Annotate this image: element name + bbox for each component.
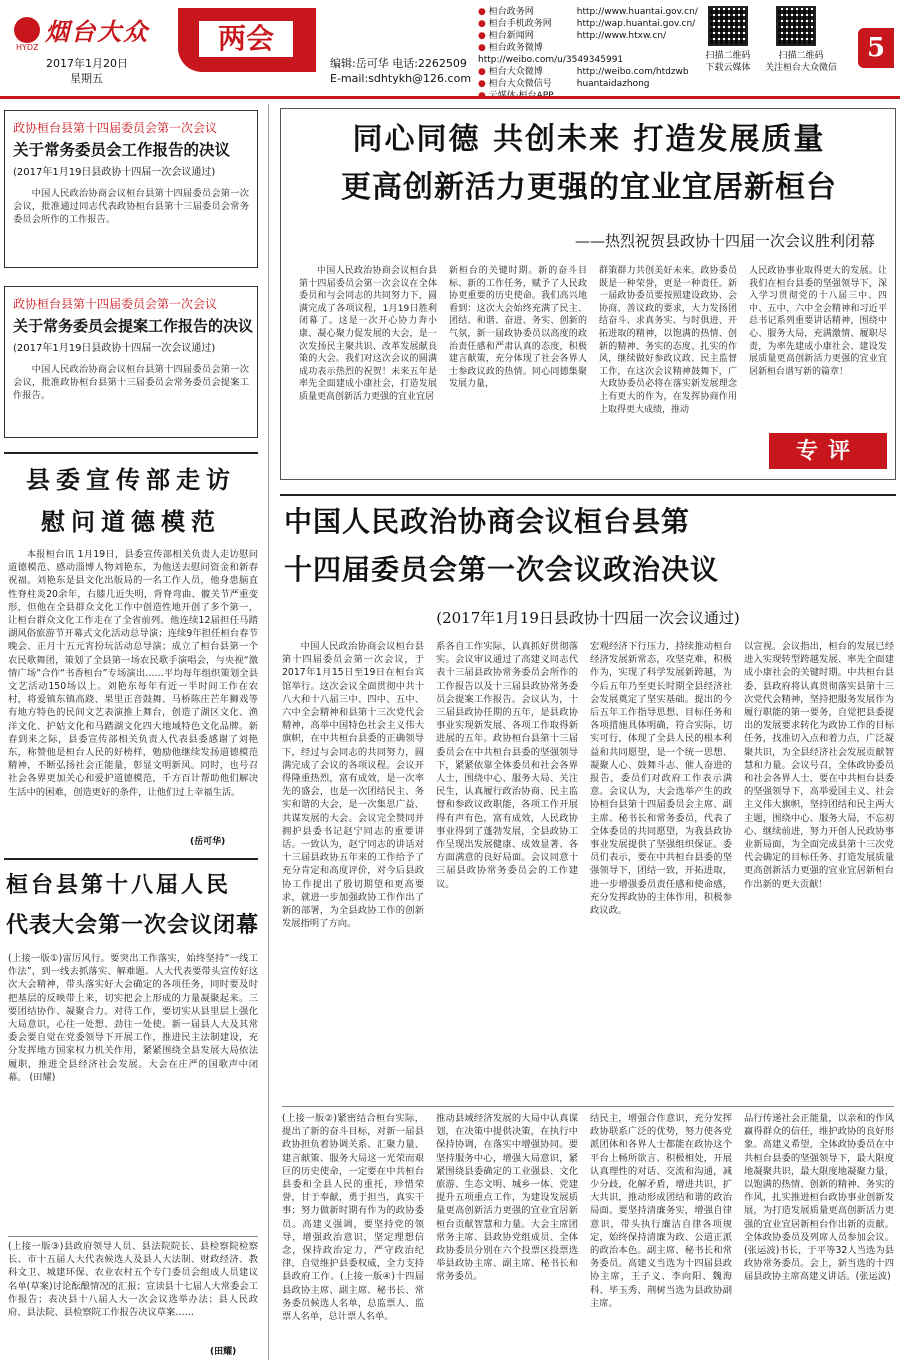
congress-body: (上接一版③)县政府领导人员、县法院院长、县检察院检察长、市十五届人大代表候选人及县人大法制、财政经济、教科文卫、城建环保、农业农村五个专门委员会组成人员建议名单(草案)讨论酝酿情况的汇报；宣读县十七届人大常委会工作报告；表决县十八届人大一次会议选举办法；县人民政府、县法院、县检察院工作报告决议草案…… [8,1241,258,1319]
brief-body: 中国人民政治协商会议桓台县第十四届委员会第一次会议，批准政协桓台县第十三届委员会常务委员会提案工作报告。 [13,364,249,402]
continuation-col: (上接一版②)紧密结合桓台实际，提出了新的奋斗目标，对新一届县政协担负着协调关系、汇聚力量、建言献策、服务大局这一光荣而艰巨的历史使命，一定要在中共桓台县委和全县人民的重托，珍惜荣誉，甘于奉献，勇于担当，真实干事；努力做新时期有作为的政协委员。高建义强调，要坚持党的领导，增强政治意识，坚定理想信念，保持政治定力，严守政治纪律，自觉维护县委权威，全力支持县政府工作。(上接一版④)十四届县政协主席、副主席、秘书长、常务委员候选人名单，总监票人、监票人名单，总计票人名单。 [282,1113,424,1323]
qr-caption-wechat: 扫描二维码 关注桓台大众微信 [764,51,837,73]
congress-title: 代表大会第一次会议闭幕 [6,912,260,938]
resolution-col: 中国人民政治协商会议桓台县第十四届委员会第一次会议，于2017年1月15日至19日在桓台宾馆举行。这次会议全面贯彻中共十八大和十八届三中、四中、五中、六中全会精神和县第十三次党代会精神，高举中国特色社会主义伟大旗帜，在中共桓台县委的正确领导下，经过与会同志的共同努力，圆满完成了会议的各项议程。会议开得隆重热烈，富有成效，是一次率先的盛会，也是一次团结民主、务实和谐的大会，是一次集思广益、共谋发展的大会。会议完全赞同并拥护县委书记赵宁同志的重要讲话。一致认为，赵宁同志的讲话对十三届县政协五年来的工作给予了充分肯定和高度评价，对今后县政协工作提出了殷切期望和更高要求，就进一步加强政协工作作出了新的部署，为全县政协工作的创新发展指明了方向。 [282,641,424,930]
resolution-col: 宏观经济下行压力，持续推动桓台经济发展新常态，攻坚克难，积极作为，实现了科学发展新跨越，为今后五年乃至更长时期全县经济社会发展奠定了坚实基础。提出的今后五年工作指导思想、目标任务和各项措施具体明确，符合实际，切实可行，体现了全县人民的根本利益和共同愿望，是一个统一思想、凝聚人心、鼓舞斗志、催人奋进的报告，委员们对政府工作表示满意。会议认为，大会选举产生的政协桓台县第十四届委员会主席、副主席、秘书长和常务委员，代表了全体委员的共同愿望，为我县政协事业发展提供了坚强组织保证。委员们表示，要在中共桓台县委的坚强领导下，团结一致，开拓进取，进一步增强委员责任感和使命感，充分发挥政协的主体作用，积极参政议政。 [590,641,732,917]
paper-name: 烟台大众 [45,17,150,46]
brief-proposal-committee [4,286,258,438]
continuation-col: 品行传递社会正能量，以亲和的作风赢得群众的信任，维护政协的良好形象。高建义希望，全体政协委员在中共桓台县委的坚强领导下，最大限度地凝聚共识，最大限度地凝聚力量，以饱满的热情、创新的精神、务实的作风，扎实推进桓台政协事业创新发展，为打造发展质量更高创新活力更强的宜业宜居新桓台作出新的贡献。全体政协委员及列席人员参加会议。(张运波)书长，于平等32人当选为县政协常务委员。会上，新当选的十四届县政协主席高建义讲话。(张运波) [744,1113,894,1283]
brief-title: 关于常务委员会提案工作报告的决议 [13,317,254,335]
divider [4,452,258,454]
link-item[interactable]: ● 桓台大众微信号 huantaidazhong [478,79,650,89]
editorial-col: 中国人民政治协商会议桓台县第十四届委员会第一次会议在全体委员和与会同志的共同努力下，圆满完成了各项议程，1月19日胜利闭幕了。这是一次开心协力奔小康、凝心聚力促发展的大会，是一次发扬民主聚共识、改革发展献良策的大会。我们对这次会议的圆满成功表示热烈的祝贺！未来五年是率先全面建成小康社会，打造发展质量更高创新活力更强的宜业宜居 [299,266,437,402]
editorial-col: 人民政协事业取得更大的发展。让我们在桓台县委的坚强领导下，深入学习贯彻党的十八届三中、四中、五中、六中全会精神和习近平总书记系列重要讲话精神，围绕中心、服务大局，充满激情、履职尽责，为率先建成小康社会、建设发展质量更高创新活力更强的宜业宜居新桓台谱写新的篇章！ [749,266,887,377]
editor-email: E-mail:sdhtykh@126.com [330,72,472,85]
brief-title: 关于常务委员会工作报告的决议 [13,140,231,159]
editorial-headline: 更高创新活力更强的宜业宜居新桓台 [341,170,837,205]
link-item[interactable]: ● 桓台新闻网 http://www.htxw.cn/ [478,31,667,41]
divider [4,858,258,860]
resolution-title: 十四届委员会第一次会议政治决议 [284,553,720,586]
link-item[interactable]: ● 桓台政务微博http://weibo.com/u/3549345991 [478,43,624,65]
congress-author: (田耀) [210,1347,237,1357]
issue-weekday: 星期五 [70,72,103,85]
continuation-col: 结民主，增强合作意识，充分发挥政协联系广泛的优势，努力使各党派团体和各界人士都能在政协这个平台上畅所欲言、积极相处，开展认真理性的对话、交流和沟通，减少分歧，化解矛盾，增进共识，扩大共识，推动形成团结和谐的政治局面。要坚持清廉务实，增强自律意识，带头执行廉洁自律各项规定，始终保持清廉为政、公道正派的政治本色。副主席、秘书长和常务委员。高建义当选为十四届县政协主席，王子义、李向阳、魏海科、毕玉秀、荆树当选为县政协副主席。 [590,1113,732,1309]
logo-icon [14,17,40,43]
brief-date: (2017年1月19日县政协十四届一次会议通过) [13,167,216,178]
visit-title: 慰问道德模范 [41,507,221,536]
visit-title: 县委宣传部走访 [26,465,236,494]
congress-title: 桓台县第十八届人民 [6,872,232,898]
resolution-columns [282,640,894,1100]
qr-code-app[interactable] [708,6,748,46]
masthead-rule [0,96,900,99]
qr-caption-app: 扫描二维码 下载云媒体 [705,51,751,73]
issue-date: 2017年1月20日 [46,57,128,70]
editorial-col: 新桓台的关键时期。新的奋斗目标、新的工作任务，赋予了人民政协更重要的历史使命。我们高兴地看到：这次大会始终充满了民主、团结、和谐、奋进、务实、创新的气氛，新一届政协委员以高度的政治责任感和严肃认真的态度，积极建言献策，充分体现了社会各界人士参政议政的热情。同心同德集聚发展力量， [449,266,587,390]
editorial-box [280,108,896,480]
editorial-subtitle: ——热烈祝贺县政协十四届一次会议胜利闭幕 [574,232,875,250]
resolution-date: (2017年1月19日县政协十四届一次会议通过) [436,609,740,627]
divider [8,1236,258,1237]
section-title: 两会 [196,18,296,60]
divider [282,1106,894,1107]
brief-date: (2017年1月19日县政协十四届一次会议通过) [13,343,216,354]
editorial-headline: 同心同德 共创未来 打造发展质量 [352,122,826,157]
brief-body: 中国人民政治协商会议桓台县第十四届委员会第一次会议，批准通过同志代表政协桓台县第十三届委员会常务委员会所作的工作报告。 [13,188,249,226]
visit-author: (岳可华) [190,837,226,847]
column-rule [268,104,269,1360]
brief-standing-committee [4,110,258,268]
brief-org: 政协桓台县第十四届委员会第一次会议 [13,297,218,311]
continuation-columns [282,1112,894,1356]
divider [280,494,896,496]
editor-line: 编辑:岳可华 电话:2262509 [330,57,467,70]
page-number: 5 [858,28,894,68]
editorial-columns [299,265,887,475]
resolution-title: 中国人民政治协商会议桓台县第 [284,505,691,538]
link-item[interactable]: ● 桓台大众微博 http://weibo.com/htdzwb [478,67,689,77]
brief-org: 政协桓台县第十四届委员会第一次会议 [13,121,218,135]
section-tab [178,8,316,72]
editorial-label: 专评 [769,433,887,469]
resolution-col: 以宣视。会议指出，桓台的发展已经进入实现转型跨越发展、率先全面建成小康社会的关键时期。中共桓台县委、县政府将认真贯彻落实县第十三次党代会精神，坚持把服务发展作为履行职能的第一要务，自觉把县委提出的发展要求转化为政协工作的目标任务，找准切入点和着力点，广泛凝聚共识，为全县经济社会发展贡献智慧和力量。会议号召，全体政协委员和社会各界人士，要在中共桓台县委的坚强领导下，高举爱国主义、社会主义伟大旗帜，坚持团结和民主两大主题，围绕中心、服务大局，不忘初心、继续前进，努力开创人民政协事业新局面，为全面完成县第十三次党代会确定的目标任务、打造发展质量更高创新活力更强的宜业宜居新桓台作出新的更大贡献！ [744,641,894,890]
visit-body: 本报桓台讯 1月19日，县委宣传部相关负责人走访慰问道德模范、感动淄博人物刘艳东，为他送去慰问资金和新春祝福。刘艳东是县文化出版局的一名工作人员，他身患脑直性脊柱炎20余年，右膝几近失明，背脊弯曲、髋关节严重变形，但他在全县群众文化工作中创造性地开创了多个第一，让桓台群众文化工作走在了全省前列。他连续12届担任马踏湖风俗旅游节开幕式文化活动总导演；连续9年担任桓台春节晚会、正月十五元宵扮玩活动总导演；成立了桓台县第一个农民歌舞团，策划了全县第一场农民歌手演唱会，与央视“激情广场”合作“书香桓台”专场演出……平均每年组织策划全县文艺活动150场以上。刘艳东每年有近一半时间工作在农村，将爱镇东镇高跷、果里正音鼓舞、马桥陈庄芒年狮戏等有地方特色的民间文艺表演推上舞台，创造了湖区文化、渔洋文化、护姑文化和马踏湖文化四大地域特色文化品牌。新春到来之际，县委宣传部相关负责人代表县委感谢了刘艳东，称赞他是桓台人民的好榜样，勉励他继续发扬道德模范精神，不断弘扬社会正能量，彰显文明新风。同时，也号召社会各界更加关心和爱护道德模范，千方百计帮助他们解决生活中的困难，创造更好的条件，让他们过上幸福生活。 [8,549,258,798]
masthead [0,0,900,94]
link-item[interactable]: ● 桓台手机政务网 http://wap.huantai.gov.cn/ [478,19,696,29]
link-list [478,6,700,90]
paper-logo [14,12,164,44]
link-item[interactable]: ● 桓台政务网 http://www.huantai.gov.cn/ [478,7,698,17]
resolution-col: 系各自工作实际，认真抓好贯彻落实。会议审议通过了高建义同志代表十三届县政协常务委员会所作的工作报告以及十三届县政协常务委员会提案工作报告。会议认为，十三届县政协任期的五年，是县政协事业实现新发展、各项工作取得新进展的五年。政协桓台县第十三届委员会在中共桓台县委的坚强领导下，紧紧依靠全体委员和社会各界人士，围绕中心、服务大局、关注民生，认真履行政治协商、民主监督和参政议政职能，各项工作开展得有声有色，富有成效，人民政协事业得到了蓬勃发展，全县政协工作呈现出发展健康、成效显著、各方面满意的良好局面。会议同意十三届县政协常务委员会的工作建议。 [436,641,578,890]
qr-code-wechat[interactable] [776,6,816,46]
editorial-col: 群策群力共创美好未来。政协委员既是一种荣誉，更是一种责任。新一届政协委员要按照建设政协、会协商、善议政的要求，大力发扬团结奋斗、求真务实、与时俱进、开拓进取的精神，以饱满的热情、创新的精神、务实的态度、扎实的作风，继续做好参政议政、民主监督工作，在这次会议精神鼓舞下，广大政协委员必将在落实新发展理念上有更大的作为，在发挥协商作用上取得更大成绩，推动 [599,266,737,415]
paper-latin: HYDZ [16,43,39,52]
congress-body: (上接一版①)雷厉风行。要突出工作落实，始终坚持“一线工作法”，到一线去抓落实、解难题。人大代表要带头宣传好这次大会精神，带头落实好大会确定的各项任务，同时要及时把基层的反映带上来，切实把会上形成的力量凝聚起来。三要团结协作、凝聚合力。对待工作，要切实从县里层上强化大局意识，心往一处想、劲往一处使。新一届县人大及其常委会要自觉在党委领导下开展工作，推进民主法制建设，充分发挥地方国家权力机关作用，紧紧围绕全县发展大局依法履职，推进全县经济社会发展。大会在庄严的国歌声中闭幕。 (田耀) [8,953,258,1083]
continuation-col: 推动县域经济发展的大局中认真谋划，在决策中提供决策，在执行中保持协调，在落实中增强协同。要坚持服务中心，增强大局意识，紧紧围绕县委确定的工业强县、文化旅游、生态文明、城乡一体、党建提升五项重点工作，为建设发展质量更高创新活力更强的宜业宜居新桓台贡献智慧和力量。大会主席团常务主席、县政协党组成员、全体政协委员分别在六个投票区投票选举县政协主席、副主席、秘书长和常务委员。 [436,1113,578,1283]
